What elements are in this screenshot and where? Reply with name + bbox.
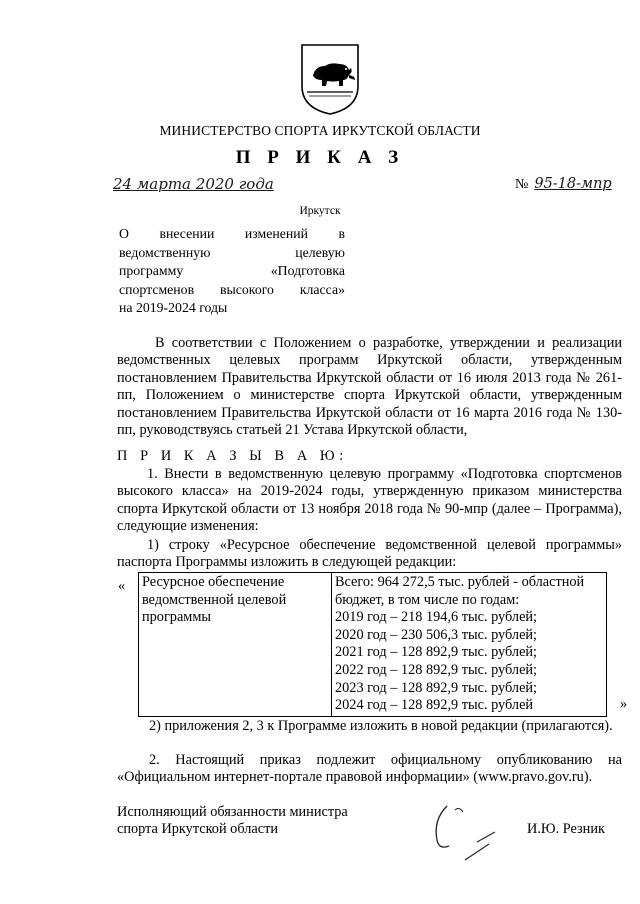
item-1-1-paragraph: 1) строку «Ресурсное обеспечение ведомственной целевой программы» паспорта Программы изложить в следующей редакции: (117, 537, 622, 571)
resource-value-line: 2022 год – 128 892,9 тыс. рублей; (335, 661, 538, 678)
resource-value-line: 2021 год – 128 892,9 тыс. рублей; (335, 644, 538, 661)
subject-line: О внесении изменений в (119, 226, 345, 241)
resource-value-line: Всего: 964 272,5 тыс. рублей - областной бюджет, в том числе по годам: (335, 574, 585, 608)
position-line: спорта Иркутской области (117, 821, 278, 838)
document-type-title: П Р И К А З (235, 147, 405, 168)
resource-label-cell: Ресурсное обеспечение ведомственной целевой программы (139, 573, 332, 717)
resource-value-line: 2020 год – 230 506,3 тыс. рублей; (335, 626, 538, 643)
item-1-paragraph: 1. Внести в ведомственную целевую программу «Подготовка спортсменов высокого класса» на 2019-2024 годы, утвержденную приказом министерства спорта Иркутской области от 13 ноября 2018 года № 90-мпр (далее – Программа), следующие изменения: (117, 466, 622, 535)
resource-table (138, 572, 607, 717)
order-date: 24 марта 2020 года (113, 175, 274, 193)
preamble-paragraph: В соответствии с Положением о разработке, утверждении и реализации ведомственных целевых программ Иркутской области, утвержденным постановлением Правительства Иркутской области от 16 июля 2013 года № 261-пп, Положением о министерстве спорта Иркутской области, утвержденным постановлением Правительства Иркутской области от 16 марта 2016 года № 130-пп, руководствуясь статьей 21 Устава Иркутской области, (117, 335, 622, 439)
ministry-name: МИНИСТЕРСТВО СПОРТА ИРКУТСКОЙ ОБЛАСТИ (159, 123, 481, 138)
resource-value-cell (332, 573, 607, 717)
resource-value-line: 2024 год – 128 892,9 тыс. рублей (335, 697, 534, 714)
subject-line: спортсменов высокого класса» (119, 281, 345, 297)
position-line: Исполняющий обязанности министра (117, 804, 348, 820)
signature-icon (425, 798, 515, 868)
signatory-position (117, 804, 348, 839)
order-subject (119, 225, 345, 318)
coat-of-arms-icon (299, 42, 361, 116)
number-sign: № (515, 177, 529, 192)
resource-value-line: 2019 год – 218 194,6 тыс. рублей; (335, 609, 538, 626)
table-row (139, 573, 607, 717)
resource-value-line: 2023 год – 128 892,9 тыс. рублей; (335, 679, 538, 696)
table-close-quote: » (620, 696, 628, 712)
item-2-paragraph: 2. Настоящий приказ подлежит официальному опубликованию на «Официальном интернет-портале правовой информации» (www.pravo.gov.ru). (117, 752, 622, 786)
subject-line: программу «Подготовка (119, 263, 345, 279)
order-number-value: 95-18-мпр (534, 176, 612, 192)
table-open-quote: « (118, 578, 126, 594)
signatory-name: И.Ю. Резник (527, 821, 605, 837)
subject-line: на 2019-2024 годы (119, 300, 228, 316)
city: Иркутск (299, 205, 341, 217)
order-directive: П Р И К А З Ы В А Ю: (117, 448, 348, 464)
item-1-2-paragraph: 2) приложения 2, 3 к Программе изложить в новой редакции (прилагаются). (149, 718, 613, 734)
order-number (515, 176, 612, 193)
subject-line: ведомственную целевую (119, 244, 345, 260)
